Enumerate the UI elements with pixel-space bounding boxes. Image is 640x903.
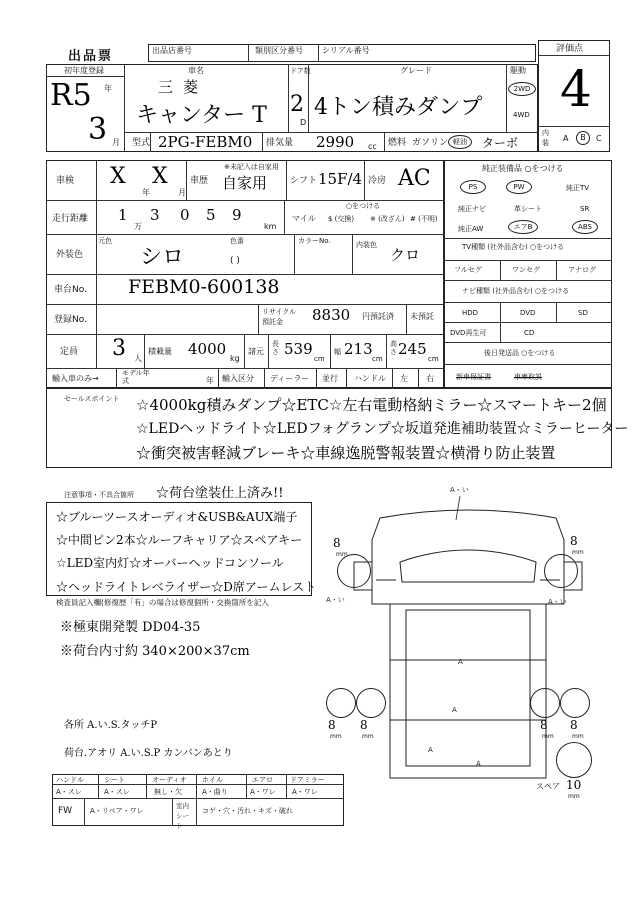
mileage-km-unit: km [264,222,277,231]
spare-label: スペア [536,782,560,791]
sales-point-line-2: ☆LEDヘッドライト☆LEDフォグランプ☆坂道発進補助装置☆ミラーヒーター [136,421,629,437]
equip-tv: 純正TV [566,184,590,192]
mileage-digit-1: 1 [118,206,128,224]
width-value: 213 [344,340,373,358]
mileage-tampered: ※ (改ざん) [370,215,405,223]
legend-h-handle: ハンドル [56,776,84,784]
width-unit: cm [372,355,383,363]
equip-aw: 純正AW [458,225,484,233]
import-parallel: 並行 [322,374,338,383]
navi-hdd: HDD [462,309,479,317]
legend-room-label: 室内シート [176,802,189,830]
dims-label: 諸元 [248,347,264,356]
tv-type-label: TV種類 (社外品含む) ○をつける [462,243,565,251]
first-reg-month: 3 [88,112,108,147]
equip-navi: 純正ナビ [458,205,486,213]
legend-v-handle: A・スレ [56,788,82,796]
displacement-label: 排気量 [266,138,294,148]
legend-fw-value: A・リペア・ワレ [90,807,144,815]
grade-label: グレード [400,66,432,75]
mileage-digit-4: 5 [206,206,216,224]
recycle-unit: 円預託済 [362,312,394,321]
navi-cd: CD [524,329,535,337]
interior-label: 内装 [542,129,549,147]
seats-label: 定員 [60,347,79,357]
diagram-mark-top: A・い [450,486,469,494]
diagram-mark-bed-3: A [428,746,433,754]
tire-rear-right-outer [560,688,590,718]
diagram-mark-right: A・い [548,598,567,606]
legend-v-wheel: A・曲り [202,788,228,796]
drive-2wd: 2WD [508,82,536,96]
inspection-year-unit: 年 [142,188,150,197]
later-warranty: 新車保証書 [456,373,491,381]
tread-front-right: 8 [570,534,578,548]
equip-pw-circled: PW [506,180,532,194]
length-unit: cm [314,355,325,363]
later-items-label: 後日発送品 ○をつける [484,349,556,357]
spare-tread: 10 [566,778,582,792]
mileage-digit-5: 9 [232,206,242,224]
form-title: 出品票 [68,49,114,64]
serial-number-label: シリアル番号 [322,46,370,55]
equipment-title: 純正装備品 ○をつける [482,164,564,173]
car-name: キャンター T [136,103,267,128]
tread-rear-right-outer: 8 [570,718,578,732]
mileage-man-unit: 万 [134,222,142,231]
history-label: 車歴 [190,176,209,186]
store-number-label: 出品店番号 [152,46,192,55]
tv-fullseg: フルセグ [454,266,482,274]
inspection-month: X [152,164,168,189]
length-value: 539 [284,340,313,358]
model-label: 型式 [132,138,151,148]
note-line-3: ☆LED室内灯☆オーバーヘッドコンソール [56,556,284,570]
tire-rear-left-inner [356,688,386,718]
handle-left: 左 [400,374,408,383]
recycle-value: 8830 [312,306,351,324]
mileage-digit-3: 0 [180,206,190,224]
handle-right: 右 [426,374,434,383]
inspection-year: X [110,164,126,189]
mileage-tick-note: ○をつける [346,202,381,210]
note-extra-1: ※極東開発製 DD04-35 [60,620,201,635]
legend-h-aero: エアロ [252,776,273,784]
diagram-mark-bed-4: A [476,760,481,768]
grade-value: 4トン積みダンプ [314,95,483,120]
original-color-label: 元色 [98,237,112,245]
import-class-label: 輸入区分 [222,374,254,383]
tv-analog: アナログ [568,266,596,274]
first-reg-era: R5 [50,78,92,113]
exterior-color-label: 外装色 [56,250,84,260]
sales-points-label: セールスポイント [64,395,120,403]
doors-label: ドア数 [290,67,311,75]
tread-unit-rli: mm [362,733,374,740]
spare-unit: mm [568,793,580,800]
note-line-4: ☆ヘッドライトレベライザー☆D席アームレスト [56,580,317,594]
sales-point-line-3: ☆衝突被害軽減ブレーキ☆車線逸脱警報装置☆横滑り防止装置 [136,444,556,462]
ac-label: 冷房 [368,176,387,186]
height-value: 245 [398,340,427,358]
tv-oneseg: ワンセグ [512,266,540,274]
original-color-value: シロ [140,245,185,270]
car-maker: 三菱 [158,78,209,96]
tread-unit-rlo: mm [330,733,342,740]
displacement-unit: cc [368,142,377,151]
legend-h-mirror: ドアミラー [290,776,325,784]
tire-front-right [544,554,578,588]
month-unit: 月 [112,138,120,147]
fuel-gasoline: ガソリン [412,138,449,148]
tread-rear-left-inner: 8 [360,718,368,732]
chassis-value: FEBM0-600138 [128,276,280,298]
color-no-label: カラーNo. [298,237,331,245]
tire-spare [556,742,592,778]
notes-top: ☆荷台塗装仕上済み!! [156,486,284,501]
mileage-label: 走行距離 [52,214,89,224]
sales-point-line-1: ☆4000kg積みダンプ☆ETC☆左右電動格納ミラー☆スマートキー2個 [136,396,607,414]
later-manual: 車庫取説 [514,373,542,381]
history-value: 自家用 [222,174,268,192]
equip-leather: 革シート [514,205,542,213]
note-line-1: ☆ブルーツースオーディオ&USB&AUX端子 [56,510,298,524]
navi-dvd: DVD [520,309,536,317]
notes-label: 注意事項・不具合箇所 [64,491,134,499]
doors-value: 2 [290,92,304,117]
history-note: ※未記入は自家用 [224,163,279,171]
tire-rear-right-inner [530,688,560,718]
tread-rear-left-outer: 8 [328,718,336,732]
seats-value: 3 [112,336,126,361]
tread-unit-fr: mm [572,549,584,556]
fuel-label: 燃料 [388,138,407,148]
note-small-2: 荷台.アオリ A.い.S.P カンバンあとり [64,748,233,759]
import-dealer: ディーラー [270,374,310,383]
height-unit: cm [428,355,439,363]
category-number-label: 類別区分番号 [255,46,303,55]
navi-dvd-play: DVD再生可 [450,329,487,337]
model-value: 2PG-FEBM0 [158,133,253,151]
note-extra-2: ※荷台内寸約 340×200×37cm [60,644,250,659]
legend-room-value: コゲ・穴・汚れ・キズ・破れ [202,807,293,815]
inspector-note: 検査員記入欄(修復歴「有」の場合は修復個所・交換箇所を記入 [56,598,269,607]
color-code-value: ( ) [230,256,240,266]
car-name-label: 車名 [188,66,204,75]
model-year-label: モデル年式 [122,369,150,385]
legend-h-audio: オーディオ [152,776,187,784]
inspection-month-unit: 月 [178,188,186,197]
interior-color-label: 内装色 [356,241,377,249]
tread-rear-right-inner: 8 [540,718,548,732]
mileage-unknown: # (不明) [410,215,438,223]
height-label: 高さ [390,340,397,356]
width-label: 幅 [334,348,341,356]
interior-grade-a: A [563,134,569,143]
note-line-2: ☆中間ピン2本☆ルーフキャリア☆スペアキー [56,533,303,547]
legend-h-wheel: ホイル [202,776,223,784]
year-unit: 年 [104,84,112,93]
seats-unit: 人 [134,354,142,363]
interior-grade-b-circled: B [576,131,590,145]
tire-rear-left-outer [326,688,356,718]
mileage-mile-label: マイル [292,214,316,223]
rating-label: 評価点 [556,44,584,54]
interior-grade-c: C [596,134,602,143]
first-reg-label: 初年度登録 [64,66,104,75]
turbo-value: ターボ [482,136,519,150]
load-label: 積載量 [148,347,172,356]
fuel-diesel-circled: 軽油 [448,135,472,149]
equip-ps-circled: PS [460,180,486,194]
load-unit: kg [230,354,240,363]
interior-color-value: クロ [390,246,421,264]
doors-sub: D [300,118,307,127]
import-label: 輸入車のみ→ [52,374,99,383]
note-small-1: 各所 A.い.S.タッチP [64,720,158,731]
tread-unit-fl: mm [336,551,348,558]
ac-value: AC [398,166,431,191]
model-year-unit: 年 [206,376,214,385]
diagram-mark-bed-1: A [458,658,463,666]
recycle-label: リサイクル預託金 [262,308,297,326]
handle-label: ハンドル [354,374,386,383]
inspection-label: 車検 [56,176,75,186]
legend-h-seat: シート [104,776,125,784]
recycle-unpaid: 未預託 [410,312,434,321]
registration-label: 登録No. [54,315,87,325]
equip-sr: SR [580,205,590,213]
drive-label: 駆動 [510,66,526,75]
navi-sd: SD [578,309,588,317]
legend-v-seat: A・スレ [104,788,130,796]
length-label: 長さ [272,340,279,356]
tread-unit-rro: mm [572,733,584,740]
tread-front-left: 8 [333,536,341,550]
legend-v-aero: A・ワレ [250,788,276,796]
shift-value: 15F/4 [318,170,363,188]
legend-v-audio: 無し・欠 [154,788,182,796]
mileage-exchanged: $ (交換) [328,215,355,223]
load-value: 4000 [188,340,227,358]
drive-4wd: 4WD [513,111,530,119]
legend-v-mirror: A・ワレ [292,788,318,796]
diagram-mark-bed-2: A [452,706,457,714]
rating-value: 4 [560,60,592,118]
equip-abs-circled: ABS [572,220,598,234]
shift-label: シフト [290,176,318,186]
displacement-value: 2990 [316,133,355,151]
tread-unit-rri: mm [542,733,554,740]
chassis-label: 車台No. [54,285,87,295]
equip-airbag-circled: エアB [508,220,538,234]
navi-type-label: ナビ種類 (社外品含む) ○をつける [462,287,570,295]
diagram-mark-left: A・い [326,596,345,604]
legend-fw-label: FW [58,806,73,816]
color-code-label: 色番 [230,237,244,245]
mileage-digit-2: 3 [150,206,160,224]
